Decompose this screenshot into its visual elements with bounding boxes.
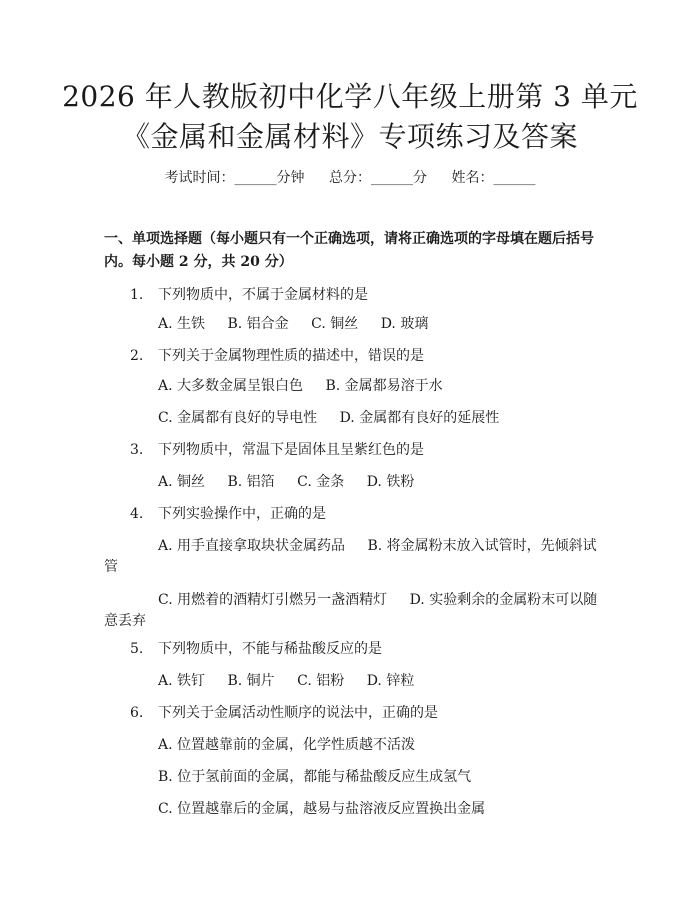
option-d: D. 实验剩余的金属粉末可以随 (409, 592, 598, 608)
option-d: D. 玻璃 (380, 316, 429, 332)
option-b: B. 铜片 (227, 673, 275, 689)
question-5-options (158, 669, 603, 693)
option-d: D. 铁粉 (366, 474, 415, 490)
option-b: B. 铝箔 (227, 474, 275, 490)
option-b: B. 金属都易溶于水 (325, 378, 443, 394)
question-stem: 下列物质中，不属于金属材料的是 (158, 287, 368, 303)
question-3-options (158, 470, 603, 494)
option-a: A. 铜丝 (158, 474, 206, 490)
question-2 (130, 344, 600, 368)
option-c: C. 铝粉 (297, 673, 345, 689)
question-2-options-row1 (158, 374, 603, 398)
option-c: C. 金属都有良好的导电性 (158, 410, 318, 426)
exam-score: 总分：______分 (329, 170, 427, 186)
option-d: D. 金属都有良好的延展性 (339, 410, 500, 426)
question-1 (130, 283, 600, 307)
question-6-option-a: A. 位置越靠前的金属，化学性质越不活泼 (158, 737, 416, 753)
question-number: 1. (130, 287, 144, 303)
section-title: 一、单项选择题（每小题只有一个正确选项，请将正确选项的字母填在题后括号内。每小题 2 分，共 20 分） (104, 231, 594, 270)
option-a: A. 铁钉 (158, 673, 206, 689)
exam-name: 姓名：______ (451, 170, 536, 186)
document-title-line1: 2026 年人教版初中化学八年级上册第 3 单元 (62, 80, 638, 113)
option-a: A. 生铁 (158, 316, 206, 332)
exam-meta (0, 168, 700, 188)
question-number: 3. (130, 442, 144, 458)
question-3 (130, 438, 600, 462)
option-b-continuation: 管 (104, 559, 118, 575)
question-4 (130, 502, 600, 526)
question-5 (130, 637, 600, 661)
question-6 (130, 701, 600, 725)
question-number: 2. (130, 348, 144, 364)
question-stem: 下列关于金属活动性顺序的说法中，正确的是 (158, 705, 438, 721)
option-d-continuation: 意丢弃 (104, 613, 146, 629)
option-c: C. 金条 (297, 474, 345, 490)
document-title-line2: 《金属和金属材料》专项练习及答案 (121, 120, 578, 153)
question-stem: 下列物质中，常温下是固体且呈紫红色的是 (158, 442, 424, 458)
option-a: A. 大多数金属呈银白色 (158, 378, 304, 394)
option-c: C. 用燃着的酒精灯引燃另一盏酒精灯 (158, 592, 388, 608)
option-b: B. 铝合金 (227, 316, 289, 332)
question-6-option-b: B. 位于氢前面的金属，都能与稀盐酸反应生成氢气 (158, 769, 472, 785)
option-b: B. 将金属粉末放入试管时，先倾斜试 (367, 538, 597, 554)
question-1-options (158, 312, 603, 336)
question-number: 5. (130, 641, 144, 657)
question-number: 6. (130, 705, 144, 721)
question-number: 4. (130, 506, 144, 522)
question-stem: 下列关于金属物理性质的描述中，错误的是 (158, 348, 424, 364)
exam-time: 考试时间：______分钟 (164, 170, 305, 186)
option-a: A. 用手直接拿取块状金属药品 (158, 538, 346, 554)
question-6-option-c: C. 位置越靠后的金属，越易与盐溶液反应置换出金属 (158, 801, 486, 817)
option-d: D. 锌粒 (366, 673, 415, 689)
question-stem: 下列物质中，不能与稀盐酸反应的是 (158, 641, 382, 657)
question-2-options-row2 (158, 406, 603, 430)
option-c: C. 铜丝 (311, 316, 359, 332)
question-stem: 下列实验操作中，正确的是 (158, 506, 326, 522)
